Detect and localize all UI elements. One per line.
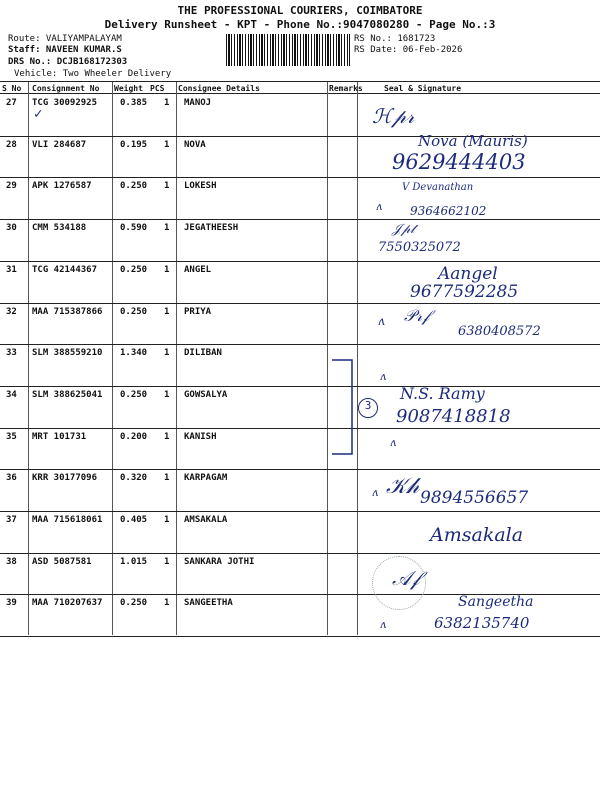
- cell-consignment: ASD 5087581: [32, 556, 92, 567]
- signature-mark-row-33: ʌ: [380, 370, 387, 383]
- cell-consignment: CMM 534188: [32, 223, 87, 234]
- header-remarks: Remarks: [329, 84, 363, 93]
- row-divider: [0, 219, 600, 220]
- signature-row-30: 𝒥𝓅𝓉: [392, 222, 415, 237]
- cell-pcs: 1: [164, 598, 170, 609]
- cell-sno: 27: [6, 98, 17, 108]
- header-consignee: Consignee Details: [178, 84, 260, 93]
- cell-sno: 32: [6, 306, 17, 317]
- cell-pcs: 1: [164, 431, 170, 442]
- signature-row-27: ℋ𝓅𝓇: [372, 104, 415, 128]
- cell-consignee: KANISH: [184, 431, 217, 442]
- cell-sno: 33: [6, 348, 17, 359]
- header-pcs: PCS: [150, 84, 165, 93]
- cell-weight: 0.320: [120, 473, 148, 484]
- cell-sno: 35: [6, 431, 17, 442]
- cell-consignee: AMSAKALA: [184, 515, 228, 525]
- handwritten-phone-row-36: 9894556657: [420, 488, 529, 508]
- rs-number: RS No.: 1681723: [354, 34, 436, 44]
- check-mark-icon: ✓: [34, 106, 43, 122]
- cell-weight: 0.590: [120, 223, 148, 234]
- signature-row-36: 𝒦𝒽: [386, 474, 420, 499]
- cell-pcs: 1: [164, 389, 170, 400]
- cell-consignment: SLM 388625041: [32, 389, 103, 400]
- signature-mark-row-39: ʌ: [380, 618, 387, 631]
- cell-pcs: 1: [164, 473, 170, 484]
- cell-weight: 0.250: [120, 306, 148, 317]
- vehicle-label: Vehicle: Two Wheeler Delivery: [14, 69, 172, 79]
- barcode: [226, 34, 350, 66]
- cell-consignment: VLI 284687: [32, 139, 87, 150]
- cell-pcs: 1: [164, 223, 170, 234]
- cell-pcs: 1: [164, 181, 170, 192]
- table-header-border: [0, 93, 600, 94]
- cell-consignment: APK 1276587: [32, 181, 92, 192]
- row-divider: [0, 303, 600, 304]
- signature-mark-row-29: ʌ: [376, 200, 383, 213]
- cell-sno: 39: [6, 598, 17, 609]
- signature-mark-row-32: ʌ: [378, 314, 385, 328]
- circled-number-mark: 3: [358, 398, 378, 418]
- cell-pcs: 1: [164, 348, 170, 359]
- handwritten-name-row-28: Nova (Mauris): [418, 132, 528, 150]
- cell-pcs: 1: [164, 515, 170, 525]
- row-divider: [0, 428, 600, 429]
- cell-consignee: LOKESH: [184, 181, 217, 192]
- cell-consignment: MRT 101731: [32, 431, 87, 442]
- cell-pcs: 1: [164, 306, 170, 317]
- cell-consignee: SANGEETHA: [184, 598, 233, 609]
- cell-sno: 34: [6, 389, 17, 400]
- cell-weight: 0.405: [120, 515, 148, 525]
- row-divider: [0, 511, 600, 512]
- drs-label: DRS No.: DCJB168172303: [8, 57, 128, 67]
- cell-consignment: MAA 715387866: [32, 306, 103, 317]
- handwritten-phone-row-39: 6382135740: [434, 614, 530, 632]
- cell-weight: 0.250: [120, 598, 148, 609]
- cell-consignee: KARPAGAM: [184, 473, 228, 484]
- handwritten-name-row-34: N.S. Ramy: [400, 384, 485, 403]
- route-label: Route: VALIYAMPALAYAM: [8, 34, 122, 44]
- cell-sno: 31: [6, 264, 17, 275]
- cell-consignee: SANKARA JOTHI: [184, 556, 255, 567]
- cell-weight: 0.250: [120, 264, 148, 275]
- company-title: THE PROFESSIONAL COURIERS, COIMBATORE: [177, 4, 423, 17]
- handwritten-name-row-39: Sangeetha: [458, 594, 534, 610]
- row-divider: [0, 553, 600, 554]
- cell-sno: 30: [6, 223, 17, 234]
- cell-weight: 0.195: [120, 139, 148, 150]
- cell-weight: 0.250: [120, 181, 148, 192]
- header-seal-signature: Seal & Signature: [384, 84, 462, 93]
- handwritten-phone-row-28: 9629444403: [392, 150, 526, 174]
- row-divider: [0, 177, 600, 178]
- header-consignment: Consignment No: [32, 84, 100, 93]
- cell-consignment: KRR 30177096: [32, 473, 98, 484]
- row-divider: [0, 261, 600, 262]
- row-divider: [0, 469, 600, 470]
- cell-consignment: TCG 30092925: [32, 98, 98, 108]
- signature-mark-row-35: ʌ: [390, 436, 397, 449]
- handwritten-phone-row-30: 7550325072: [378, 240, 461, 255]
- cell-consignee: PRIYA: [184, 306, 212, 317]
- cell-weight: 1.340: [120, 348, 148, 359]
- cell-sno: 37: [6, 515, 17, 525]
- cell-weight: 1.015: [120, 556, 148, 567]
- cell-sno: 29: [6, 181, 17, 192]
- header-weight: Weight: [114, 84, 143, 93]
- cell-consignment: MAA 715618061: [32, 515, 103, 525]
- cell-consignee: GOWSALYA: [184, 389, 228, 400]
- cell-weight: 0.385: [120, 98, 148, 108]
- cell-sno: 36: [6, 473, 17, 484]
- signature-mark-row-36: ʌ: [372, 486, 379, 499]
- cell-consignee: NOVA: [184, 139, 206, 150]
- staff-label: Staff: NAVEEN KUMAR.S: [8, 45, 122, 55]
- handwritten-phone-row-29: 9364662102: [410, 204, 487, 218]
- handwritten-name-row-37: Amsakala: [430, 524, 524, 546]
- cell-pcs: 1: [164, 139, 170, 150]
- cell-weight: 0.200: [120, 431, 148, 442]
- cell-sno: 38: [6, 556, 17, 567]
- cell-pcs: 1: [164, 556, 170, 567]
- row-divider: [0, 386, 600, 387]
- handwritten-name-row-31: Aangel: [438, 264, 498, 284]
- cell-pcs: 1: [164, 264, 170, 275]
- cell-consignment: SLM 388559210: [32, 348, 103, 359]
- cell-consignee: JEGATHEESH: [184, 223, 239, 234]
- handwritten-phone-row-34: 9087418818: [396, 406, 511, 427]
- runsheet-subtitle: Delivery Runsheet - KPT - Phone No.:9047080280 - Page No.:3: [104, 18, 496, 31]
- signature-row-32: 𝒫𝓇𝒻: [404, 306, 430, 325]
- cell-weight: 0.250: [120, 389, 148, 400]
- signature-row-38: 𝒜𝒻: [392, 566, 420, 590]
- table-top-border: [0, 81, 600, 82]
- header-sno: S No: [2, 84, 22, 93]
- handwritten-phone-row-32: 6380408572: [458, 324, 541, 339]
- row-divider: [0, 344, 600, 345]
- cell-consignee: ANGEL: [184, 264, 212, 275]
- cell-consignee: DILIBAN: [184, 348, 222, 359]
- cell-sno: 28: [6, 139, 17, 150]
- cell-consignment: TCG 42144367: [32, 264, 98, 275]
- cell-consignee: MANOJ: [184, 98, 212, 108]
- cell-consignment: MAA 710207637: [32, 598, 103, 609]
- handwritten-name-row-29: V Devanathan: [402, 182, 474, 193]
- bracket-mark: [330, 356, 360, 458]
- row-divider: [0, 636, 600, 637]
- cell-pcs: 1: [164, 98, 170, 108]
- rs-date: RS Date: 06-Feb-2026: [354, 45, 463, 55]
- handwritten-phone-row-31: 9677592285: [410, 282, 519, 302]
